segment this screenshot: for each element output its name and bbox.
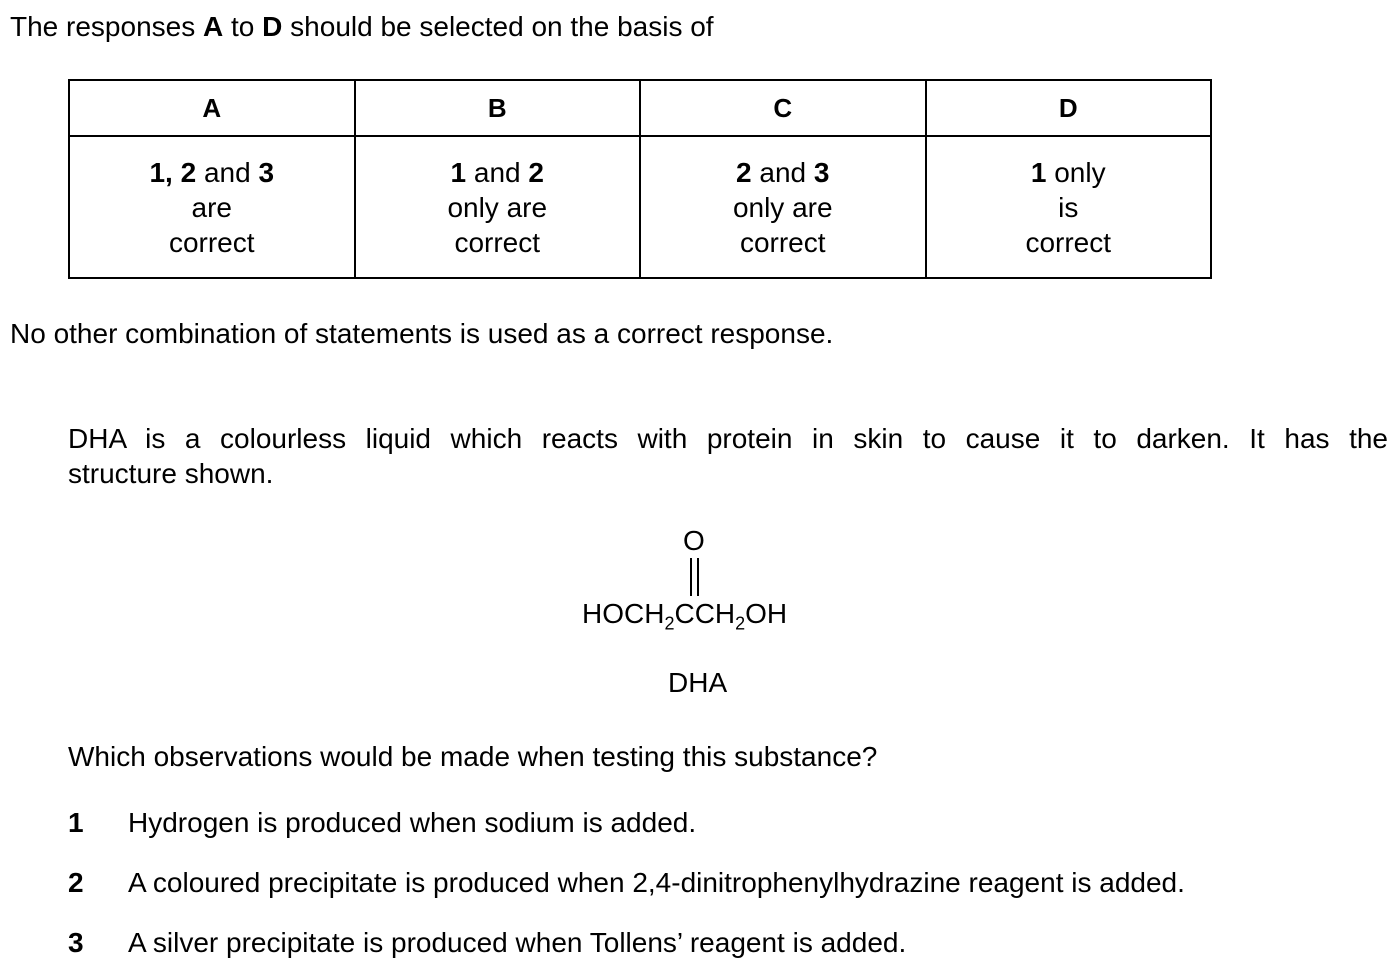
- cell-a: 1, 2 and 3 are correct: [69, 136, 355, 278]
- statement-number: 2: [68, 867, 84, 898]
- combination-note: No other combination of statements is used as a correct response.: [10, 318, 834, 349]
- header-a: A: [69, 80, 355, 136]
- oxygen-atom: O: [683, 525, 705, 556]
- statement-text: Hydrogen is produced when sodium is added.: [128, 807, 697, 838]
- question-stem: [68, 421, 1388, 491]
- header-c: C: [640, 80, 926, 136]
- cell-d: 1 only is correct: [926, 136, 1212, 278]
- stem-line-2: structure shown.: [68, 458, 274, 489]
- statement-number: 1: [68, 807, 84, 838]
- instructions-heading: The responses A to D should be selected on the basis of: [10, 11, 714, 42]
- statement-text: A coloured precipitate is produced when 2,4-dinitrophenylhydrazine reagent is added.: [128, 867, 1185, 898]
- option-letter-a: A: [203, 11, 224, 42]
- stem-line-1: DHA is a colourless liquid which reacts with protein in skin to cause it to darken. It has the: [68, 423, 1388, 454]
- statement-text: A silver precipitate is produced when Tollens’ reagent is added.: [128, 927, 907, 958]
- question-text: Which observations would be made when testing this substance?: [68, 741, 878, 772]
- option-letter-d: D: [262, 11, 283, 42]
- table-header-row: [69, 80, 1211, 136]
- cell-c: 2 and 3 only are correct: [640, 136, 926, 278]
- header-b: B: [355, 80, 641, 136]
- double-bond: [688, 558, 704, 598]
- statement-number: 3: [68, 927, 84, 958]
- response-key-table: [68, 79, 1212, 279]
- table-row: [69, 136, 1211, 278]
- header-d: D: [926, 80, 1212, 136]
- dha-formula: $HOCH_2CCH_2OH$: [582, 598, 788, 634]
- cell-b: 1 and 2 only are correct: [355, 136, 641, 278]
- structure-label: DHA: [668, 667, 728, 698]
